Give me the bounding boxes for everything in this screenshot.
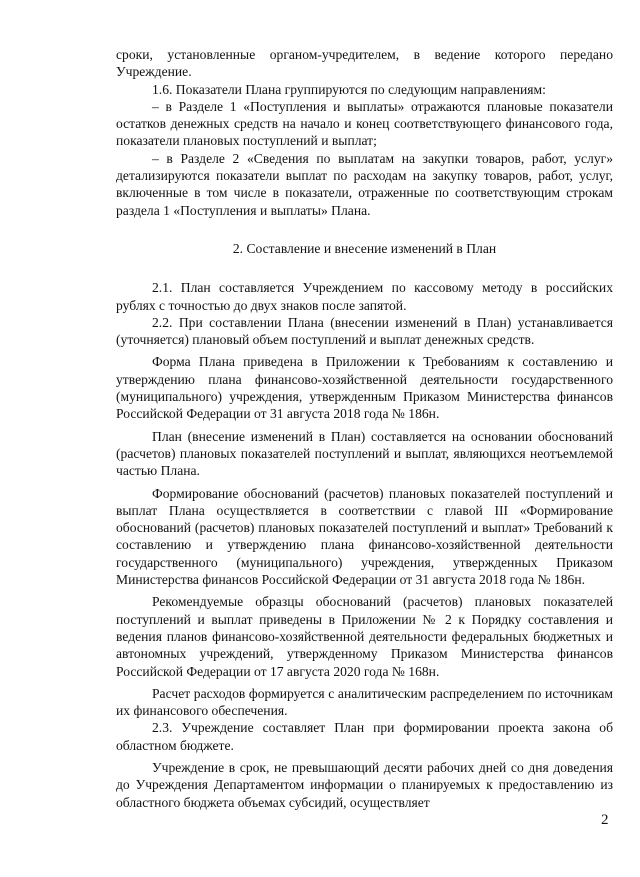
page-number: 2 bbox=[601, 812, 609, 828]
paragraph-2-2: 2.2. При составлении Плана (внесении изменений в План) устанавливается (уточняется) плановый объем поступлений и выплат денежных средств. bbox=[116, 314, 613, 348]
paragraph-2-3: 2.3. Учреждение составляет План при формировании проекта закона об областном бюджете. bbox=[116, 720, 613, 753]
paragraph-plan-basis: План (внесение изменений в План) составляется на основании обоснований (расчетов) плановых показателей поступлений и выплат, являющихся неотъемлемой частью Плана. bbox=[116, 428, 613, 479]
paragraph-justification-formation: Формирование обоснований (расчетов) плановых показателей поступлений и выплат Плана осуществляется в соответствии с главой III «Формирование обоснований (расчетов) плановых показателей поступлений и выплат» Требований к составлению и утверждению плана финансово-хозяйственной деятельности государственного (муниципального) учреждения, утвержденных Приказом Министерства финансов Российской Федерации от 31 августа 2018 года № 186н. bbox=[116, 485, 613, 588]
paragraph-2-1: 2.1. План составляется Учреждением по кассовому методу в российских рублях с точностью до двух знаков после запятой. bbox=[116, 280, 613, 313]
paragraph-plan-form: Форма Плана приведена в Приложении к Требованиям к составлению и утверждению плана финансово-хозяйственной деятельности государственного (муниципального) учреждения, утвержденным Приказом Министерства финансов Российской Федерации от 31 августа 2018 года № 186н. bbox=[116, 354, 613, 422]
paragraph-section-2: – в Разделе 2 «Сведения по выплатам на закупки товаров, работ, услуг» детализируются показатели выплат по расходам на закупку товаров, работ, услуг, включенные в том числе в показатели, отраженные по соответствующим строкам раздела 1 «Поступления и выплаты» Плана. bbox=[116, 150, 613, 218]
page-body bbox=[116, 46, 613, 811]
paragraph-recommended-samples: Рекомендуемые образцы обоснований (расчетов) плановых показателей поступлений и выплат приведены в Приложении № 2 к Порядку составления и ведения планов финансово-хозяйственной деятельности федеральных бюджетных и автономных учреждений, утвержденному Приказом Министерства финансов Российской Федерации от 17 августа 2020 года № 168н. bbox=[116, 594, 613, 679]
paragraph-deadline: Учреждение в срок, не превышающий десяти рабочих дней со дня доведения до Учреждения Департаментом информации о планируемых к предоставлению из областного бюджета объемах субсидий, осуществляет bbox=[116, 759, 613, 810]
paragraph-continuation: сроки, установленные органом-учредителем, в ведение которого передано Учреждение. bbox=[116, 47, 613, 80]
paragraph-section-1: – в Разделе 1 «Поступления и выплаты» отражаются плановые показатели остатков денежных средств на начало и конец соответствующего финансового года, показатели плановых поступлений и выплат; bbox=[116, 98, 613, 149]
paragraph-1-6: 1.6. Показатели Плана группируются по следующим направлениям: bbox=[152, 81, 546, 97]
section-heading: 2. Составление и внесение изменений в План bbox=[232, 240, 497, 256]
paragraph-expense-calculation: Расчет расходов формируется с аналитическим распределением по источникам их финансового обеспечения. bbox=[116, 685, 613, 719]
